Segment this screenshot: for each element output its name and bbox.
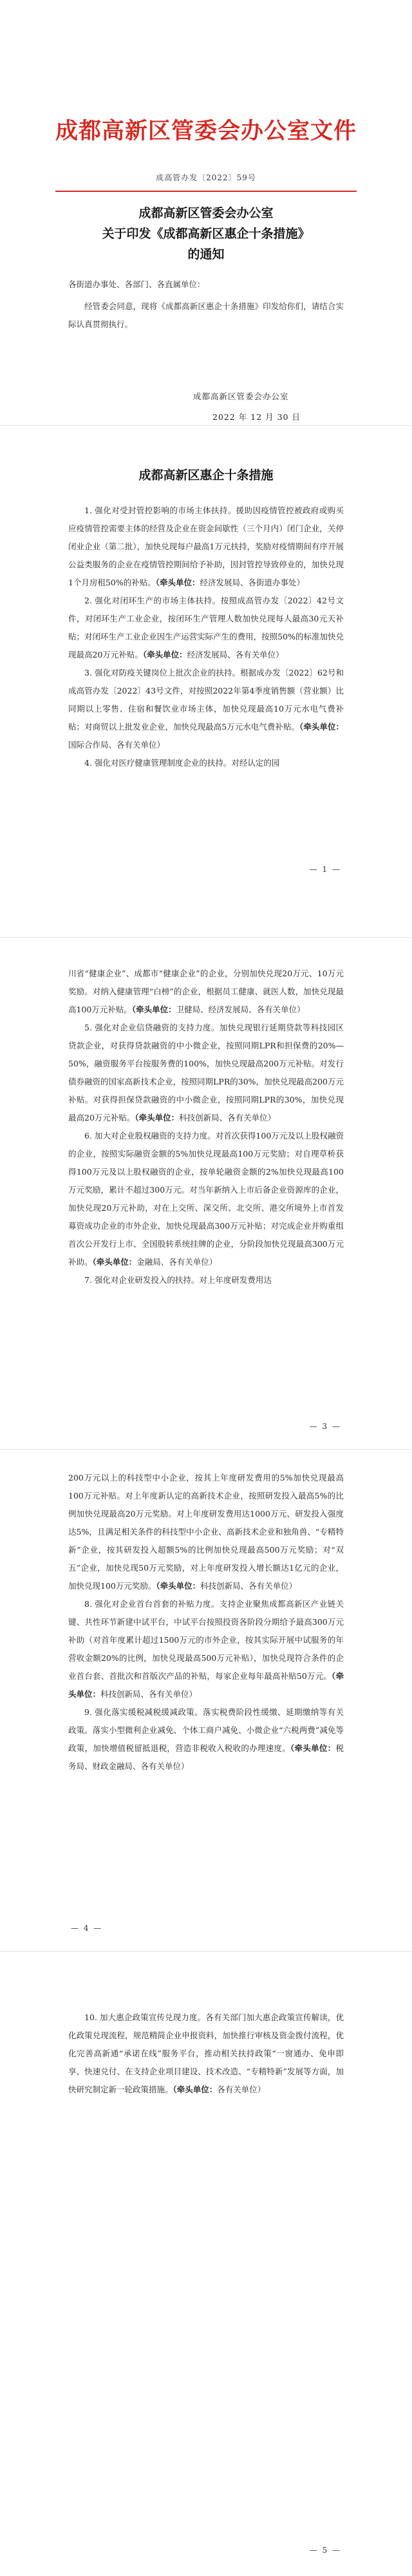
measure-paragraph bbox=[68, 965, 344, 1019]
notice-text: 经管委会同意，现将《成都高新区惠企十条措施》印发给你们，请结合实际认真贯彻执行。 bbox=[68, 301, 344, 329]
measure-paragraph bbox=[68, 592, 344, 664]
measure-paragraph bbox=[68, 502, 344, 592]
paragraph-text: 3. 强化对防疫关键岗位上批次企业的扶持。根据成办发〔2022〕62号和成高管办发〔2022〕43号文件，对按照2022年第4季度销售额（营业额）比同期以上零售、住宿和餐饮业市场主体，加快兑现最高10万元水电气费补贴；对商贸以上批发业企业，加快兑现最高5万元水电气费补贴。 bbox=[68, 668, 344, 732]
paragraph-text: 7. 强化对企业研发投入的扶持。对上年度研发费用达 bbox=[84, 1275, 272, 1285]
red-separator-line bbox=[55, 191, 357, 192]
page-5-body bbox=[68, 2009, 344, 2099]
lead-unit-label: （牵头单位： bbox=[155, 578, 200, 587]
paragraph-text: 6. 加大对企业股权融资的支持力度。对首次获得100万元及以上股权融资的企业，按照实际融资金额的5%加快兑现最高100万元奖励；对自理草桥获得100万元及以上股权融资的企业，按单轮融资金额的2%加快兑现最高100万元奖励，累计不超过300万元。对当年新纳入上市后备企业资源库的企业，加快兑现20万元补助，对在上交所、深交所、北交所、港交所境外上市首发募资成功企业的市外企业，加快兑现最高300万元补贴；对完成企业并购重组首次公开发行上市、全国股转系统挂牌的企业，分阶段加快兑现最高300万元补助。 bbox=[68, 1131, 344, 1267]
signer: 成都高新区管委会办公室 bbox=[193, 392, 289, 401]
measure-paragraph bbox=[68, 1595, 344, 1703]
lead-units: 国际合作局、各有关单位） bbox=[68, 740, 165, 750]
lead-unit-label: （牵头单位： bbox=[135, 1113, 180, 1122]
page-3 bbox=[0, 937, 412, 1449]
document-number: 成高管办发〔2022〕59号 bbox=[156, 173, 256, 182]
title-line-2: 关于印发《成都高新区惠企十条措施》 bbox=[102, 227, 310, 241]
lead-units: 税务局、财政金融局、各有关单位） bbox=[68, 1743, 344, 1771]
lead-units: 经济发展局、各有关单位） bbox=[187, 650, 284, 659]
page-number: — 5 — bbox=[309, 2546, 341, 2555]
lead-units: 金融局、各有关单位） bbox=[136, 1257, 218, 1267]
measures-heading: 成都高新区惠企十条措施 bbox=[138, 468, 274, 482]
lead-unit-label: （牵头单位： bbox=[142, 650, 187, 659]
lead-units: 经济发展局、各街道办事处） bbox=[200, 578, 305, 587]
paragraph-text: 9. 强化落实缓税减税缓减政策。落实税费阶段性缓缴、延期缴纳等有关政策。落实小型微利企业减免、个体工商户减免、小微企业“六税两费”减免等政策，加快增值税留抵退税，营造非税收入税收的办理速度。 bbox=[68, 1707, 344, 1753]
title-line-3: 的通知 bbox=[187, 247, 225, 261]
page-1 bbox=[0, 0, 412, 425]
lead-units: 科技创新局、各有关单位） bbox=[100, 1689, 198, 1699]
measure-paragraph bbox=[68, 1469, 344, 1595]
lead-unit-label: （牵头单位： bbox=[92, 1257, 137, 1267]
measure-paragraph bbox=[68, 1703, 344, 1776]
measure-paragraph bbox=[68, 1127, 344, 1271]
lead-unit-label: （牵头单位： bbox=[290, 1743, 336, 1753]
measure-paragraph bbox=[68, 1271, 344, 1289]
page-2-body bbox=[68, 502, 344, 772]
paragraph-text: 2. 强化对闭环生产的市场主体扶持。按照成高管办发〔2022〕42号文件，对闭环生产工业企业，按闭环生产管理人数加快兑现每人最高30元天补贴；对闭环生产工业企业因生产运营实际产生的费用，按照50%的标准加快兑现最高20万元补贴。 bbox=[68, 596, 344, 659]
page-number: — 4 — bbox=[71, 1924, 103, 1933]
paragraph-text: 10. 加大惠企政策宣传兑现力度。各有关部门加大惠企政策宣传解读，优化政策兑现流程，规范精简企业申报资料，加快推行审核及资金拨付流程，优化完善高新通“承诺在线”服务平台，推动相关扶持政策“一窗通办、免申即享、快速兑付、在支持企业项目建设、技术改造、“专精特新”发展等方面，加快研究制定新一轮政策措施。 bbox=[68, 2012, 344, 2094]
page-number: — 1 — bbox=[309, 865, 341, 874]
measure-paragraph bbox=[68, 2009, 344, 2099]
lead-units: 卫健局、经济发展局、各有关单位） bbox=[176, 1005, 305, 1014]
measure-paragraph bbox=[68, 754, 344, 772]
paragraph-text: 200万元以上的科技型中小企业，按其上年度研发费用的5%加快兑现最高100万元补贴。对上年度新认定的高新技术企业，按照研发投入最高5%的比例加快兑现最高20万元奖励。对上年度研发费用达1000万元、研发投入强度达5%，且满足相关条件的科技型中小企业、高新技术企业和独角兽、“专精特新”企业，按其研发投入超额5%的比例加快兑现最高500万元奖励；对“双五”企业，加快兑现50万元奖励，对上年度研发投入增长额达1亿元的企业，加快兑现100万元奖励。 bbox=[68, 1473, 344, 1591]
page-5 bbox=[0, 1951, 412, 2576]
paragraph-text: 5. 强化对企业信贷融资的支持力度。加快兑现银行延期贷款等科技园区贷款企业，对获得贷款融资的中小微企业，按照同期LPR和担保费的20%—50%，融资服务平台按服务费的100%，加快兑现最高200万元补贴。对发行债券融资的国家高新技术企业，按照同期LPR的30%，加快兑现最高200万元补贴。对获得担保贷款融资的中小微企业，按照同期LPR的30%，加快兑现最高20万元补贴。 bbox=[68, 1023, 344, 1122]
measure-paragraph bbox=[68, 664, 344, 754]
paragraph-text: 川省“健康企业”、成都市“健康企业”的企业，分别加快兑现20万元、10万元奖励。对纳入健康管理“白榜”的企业，根据员工健康、就医人数，加快兑现最高100万元补贴。 bbox=[68, 969, 344, 1014]
red-header: 成都高新区管委会办公室文件 bbox=[55, 118, 357, 144]
lead-unit-label: （牵头单位： bbox=[68, 1671, 344, 1699]
title-line-1: 成都高新区管委会办公室 bbox=[138, 206, 274, 220]
page-4-body bbox=[68, 1469, 344, 1776]
page-2 bbox=[0, 425, 412, 937]
lead-unit-label: （牵头单位： bbox=[131, 1005, 176, 1014]
issue-date: 2022 年 12 月 30 日 bbox=[212, 412, 301, 422]
page-3-body bbox=[68, 965, 344, 1289]
page-number: — 3 — bbox=[309, 1422, 341, 1431]
lead-units: 科技创新局、各有关单位） bbox=[179, 1113, 276, 1122]
addressee: 各街道办事处、各部门、各直属单位： bbox=[68, 279, 205, 289]
lead-unit-label: （牵头单位： bbox=[156, 1581, 201, 1591]
page-4 bbox=[0, 1449, 412, 1951]
paragraph-text: 8. 强化对企业首台首套的补贴力度。支持企业聚焦成都高新区产业链关键、共性环节新建中试平台，中试平台按照投资各阶段分期给予最高300万元补助（对首年度累计超过1500万元的市外企业，按其实际开展中试服务的年营收金额20%的比例，加快兑现最高500万元补贴），加快兑现符合条件的企业首台套、首批次和首版次产品的补贴，每家企业每年最高补贴50万元。 bbox=[68, 1599, 344, 1681]
paragraph-text: 4. 强化对医疗健康管理制度企业的扶持。对经认定的园 bbox=[84, 758, 280, 768]
lead-unit-label: （牵头单位： bbox=[173, 2085, 218, 2094]
paragraph-text: 1. 强化对受封管控影响的市场主体扶持。援助因疫情管控被政府或购买应疫情管控需要主体的经营及企业在资金间歇性（三个月内）闭门企业，关停闭业企业（第二批），加快兑现每户最高1万元扶持，奖励对疫情期间有序开展公益类服务的企业在疫情管控期间给予补助，因封管控导致停业的，加快兑现1个月房租50%的补贴。 bbox=[68, 506, 344, 587]
lead-unit-label: （牵头单位： bbox=[299, 722, 344, 732]
lead-units: 各有关单位） bbox=[217, 2085, 266, 2094]
measure-paragraph bbox=[68, 1019, 344, 1127]
lead-units: 科技创新局、各有关单位） bbox=[200, 1581, 297, 1591]
